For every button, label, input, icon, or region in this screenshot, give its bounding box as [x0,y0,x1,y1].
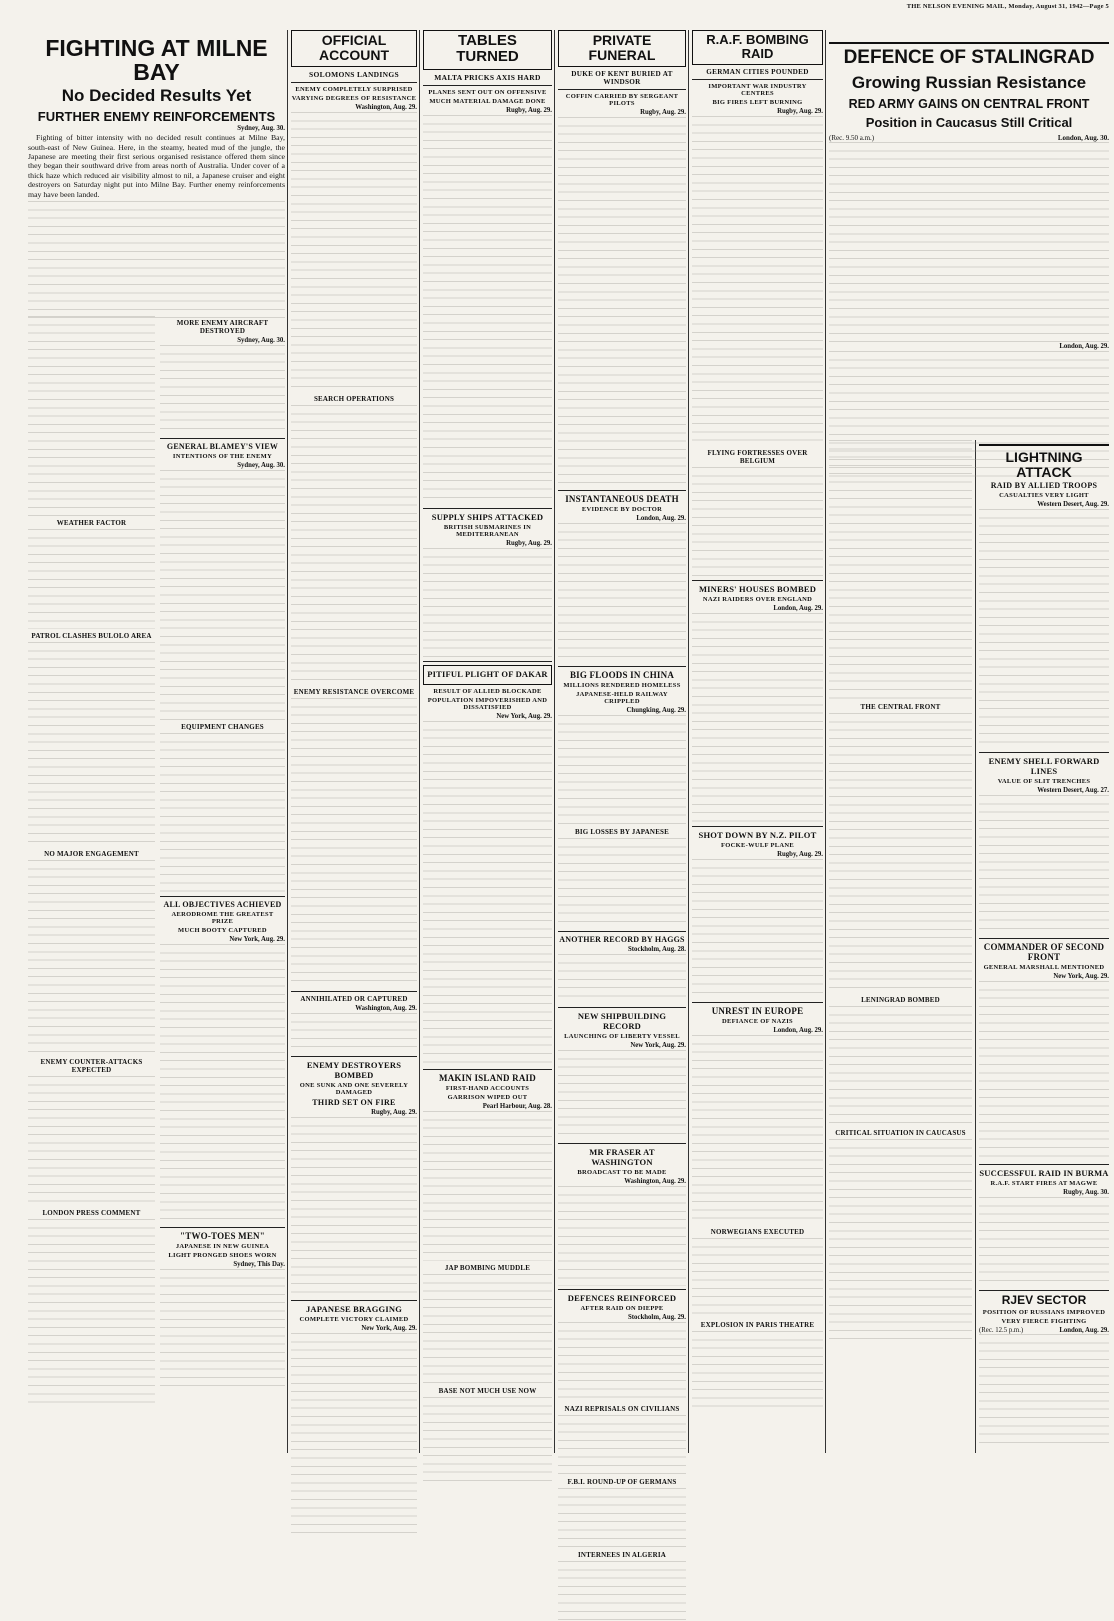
folio: THE NELSON EVENING MAIL, Monday, August 31, 1942—Page 5 [906,3,1109,10]
rjev-time: (Rec. 12.5 p.m.) [979,1326,1024,1334]
makin-dateline: Pearl Harbour, Aug. 28. [482,1102,552,1110]
column-rule [554,30,555,1453]
stalingrad-headline: DEFENCE OF STALINGRAD [843,47,1095,68]
text-block [692,467,823,577]
instantaneous-dateline: London, Aug. 29. [636,515,686,523]
bragging-headline: JAPANESE BRAGGING [305,1304,403,1315]
shipbuilding-dateline: New York, Aug. 29. [630,1042,686,1050]
rjev-headline: RJEV SECTOR [1001,1293,1087,1308]
jap-bombing-heading: JAP BOMBING MUDDLE [444,1263,531,1272]
column-rule [287,30,288,1453]
norwegians-heading: NORWEGIANS EXECUTED [710,1228,805,1237]
raf-column [692,30,823,1453]
funeral-dateline: Rugby, Aug. 29. [640,109,686,117]
magwe-sub: R.A.F. START FIRES AT MAGWE [990,1180,1098,1188]
makin-sub2: GARRISON WIPED OUT [447,1093,528,1101]
london-press-heading: LONDON PRESS COMMENT [42,1209,141,1217]
two-toes-headline: "TWO-TOES MEN" [180,1231,265,1241]
milne-bay-dateline: Sydney, Aug. 30. [237,125,285,133]
aircraft-dateline: Sydney, Aug. 30. [237,337,285,344]
objectives-sub: AERODROME THE GREATEST PRIZE [171,911,274,925]
text-block [979,509,1109,749]
search-operations-heading: SEARCH OPERATIONS [313,395,395,404]
private-funeral-column [558,30,686,1560]
unrest-headline: UNREST IN EUROPE [711,1006,804,1017]
milne-bay-headline: FIGHTING AT MILNE BAY [45,35,268,86]
rjev-sub: POSITION OF RUSSIANS IMPROVED [982,1308,1106,1316]
caucasus-heading: CRITICAL SITUATION IN CAUCASUS [835,1129,966,1137]
text-block [28,642,155,847]
text-block [558,1186,686,1286]
lightning-sub: RAID BY ALLIED TROOPS [990,481,1098,491]
unrest-dateline: London, Aug. 29. [773,1027,823,1035]
equipment-heading: EQUIPMENT CHANGES [181,723,264,731]
text-block [558,838,686,928]
text-block [160,1269,285,1389]
objectives-headline: ALL OBJECTIVES ACHIEVED [163,900,282,909]
lightning-headline: LIGHTNING ATTACK [1005,449,1083,480]
lightning-column [979,440,1109,1453]
blamey-headline: GENERAL BLAMEY'S VIEW [166,442,279,451]
text-block [558,1488,686,1548]
magwe-dateline: Rugby, Aug. 30. [1063,1189,1109,1197]
dakar-dateline: New York, Aug. 29. [496,712,552,720]
text-block [692,1238,823,1318]
text-block [291,1333,417,1533]
text-block [692,116,823,446]
milne-bay-subhead2: FURTHER ENEMY REINFORCEMENTS [37,108,276,124]
blamey-dateline: Sydney, Aug. 30. [237,462,285,469]
rjev-dateline: London, Aug. 29. [1059,1326,1109,1334]
annihilated-headline: ANNIHILATED OR CAPTURED [300,995,408,1004]
enemy-shell-dateline: Western Desert, Aug. 27. [1037,787,1109,795]
funeral-kicker: COFFIN CARRIED BY SERGEANT PILOTS [565,93,679,108]
official-headline: OFFICIAL ACCOUNT [319,32,389,63]
objectives-sub2: MUCH BOOTY CAPTURED [178,927,267,934]
text-block [829,440,972,700]
dakar-sub2: POPULATION IMPOVERISHED AND DISSATISFIED [427,696,548,711]
flying-fortresses-heading: FLYING FORTRESSES OVER BELGIUM [707,449,808,466]
column-rule [825,30,826,1453]
text-block [829,142,1109,342]
fraser-sub: BROADCAST TO BE MADE [577,1169,667,1177]
milne-bay-subhead: No Decided Results Yet [61,86,252,106]
china-headline: BIG FLOODS IN CHINA [569,670,675,681]
china-sub: MILLIONS RENDERED HOMELESS [563,682,681,690]
text-block [692,613,823,823]
raf-headline: R.A.F. BOMBING RAID [706,32,809,61]
text-block [423,548,552,658]
text-block [423,115,552,505]
raf-sub: GERMAN CITIES POUNDED [706,68,809,77]
supply-dateline: Rugby, Aug. 29. [506,539,552,547]
base-not-much-heading: BASE NOT MUCH USE NOW [438,1386,537,1395]
stalingrad-subhead: Growing Russian Resistance [851,72,1087,92]
china-sub2: JAPANESE-HELD RAILWAY CRIPPLED [576,691,668,706]
text-block [829,1006,972,1126]
text-block [423,1274,552,1384]
internees-heading: INTERNEES IN ALGERIA [577,1551,667,1560]
official-kicker2: VARYING DEGREES OF RESISTANCE [291,95,417,103]
text-block [979,795,1109,935]
text-block [558,1322,686,1402]
rjev-sub2: VERY FIERCE FIGHTING [1001,1317,1087,1325]
stalingrad-dateline: London, Aug. 30. [1057,133,1109,142]
text-block [160,944,285,1224]
shot-down-dateline: Rugby, Aug. 29. [777,851,823,859]
text-block [558,523,686,663]
destroyers-sub: ONE SUNK AND ONE SEVERELY DAMAGED [299,1082,409,1097]
text-block [28,529,155,629]
tables-turned-kicker: PLANES SENT OUT ON OFFENSIVE [428,88,547,96]
text-block [558,1415,686,1475]
official-kicker: ENEMY COMPLETELY SURPRISED [295,86,413,94]
tables-turned-sub: MALTA PRICKS AXIS HARD [434,72,541,82]
text-block [979,1334,1109,1444]
text-block [829,713,972,993]
miners-dateline: London, Aug. 29. [773,605,823,613]
dieppe-headline: DEFENCES REINFORCED [567,1293,677,1304]
funeral-box [558,30,686,67]
inner-column-2 [160,316,285,1453]
funeral-sub: DUKE OF KENT BURIED AT WINDSOR [571,70,673,87]
enemy-shell-headline: ENEMY SHELL FORWARD LINES [988,756,1100,777]
text-block [28,1219,155,1409]
unrest-sub: DEFIANCE OF NAZIS [722,1018,793,1026]
paris-explosion-heading: EXPLOSION IN PARIS THEATRE [700,1321,815,1330]
lightning-dateline: Western Desert, Aug. 29. [1037,501,1109,509]
column-rule [688,30,689,1453]
raf-kicker2: BIG FIRES LEFT BURNING [712,99,803,107]
text-block [291,112,417,392]
no-major-engagement-heading: NO MAJOR ENGAGEMENT [44,850,139,858]
text-block [160,345,285,435]
miners-headline: MINERS' HOUSES BOMBED [698,584,817,595]
supply-headline: SUPPLY SHIPS ATTACKED [431,511,544,522]
tables-turned-dateline: Rugby, Aug. 29. [506,106,552,114]
lightning-sub2: CASUALTIES VERY LIGHT [999,492,1089,500]
nazi-reprisals-heading: NAZI REPRISALS ON CIVILIANS [564,1405,680,1414]
text-block [28,201,285,321]
counter-attacks-heading: ENEMY COUNTER-ATTACKS EXPECTED [40,1058,143,1074]
raf-dateline: Rugby, Aug. 29. [777,108,823,116]
tables-turned-column [423,30,552,1453]
text-block [829,1139,972,1339]
shipbuilding-headline: NEW SHIPBUILDING RECORD [577,1011,667,1032]
bragging-sub: COMPLETE VICTORY CLAIMED [299,1316,409,1324]
supply-sub: BRITISH SUBMARINES IN MEDITERRANEAN [443,523,532,538]
enemy-resistance-heading: ENEMY RESISTANCE OVERCOME [293,688,415,697]
big-losses-heading: BIG LOSSES BY JAPANESE [574,828,670,837]
milne-bay-lead: Fighting of bitter intensity with no decided result continues at Milne Bay, south-east of New Guinea. Here, in the steamy, heated mud of the jungle, the Japanese are meeting their first serious organised resistance offered them since they began their southward drive from areas north of Australia. Under cover of a thick haze which reduced air visibility almost to nil, a Japanese cruiser and eight destroyers on Saturday night put into Milne Bay. Further enemy reinforcements may have been landed. [28,133,285,199]
two-toes-dateline: Sydney, This Day. [233,1261,285,1268]
text-block [423,1111,552,1261]
two-toes-sub2: LIGHT PRONGED SHOES WORN [168,1252,277,1259]
central-front-heading: THE CENTRAL FRONT [860,703,941,711]
text-block [558,715,686,825]
instantaneous-headline: INSTANTANEOUS DEATH [565,494,679,505]
dieppe-sub: AFTER RAID ON DIEPPE [580,1305,664,1313]
destroyers-headline: ENEMY DESTROYERS BOMBED [306,1060,402,1081]
dakar-sub: RESULT OF ALLIED BLOCKADE [433,687,542,695]
text-block [558,954,686,1004]
stalingrad-subhead2: RED ARMY GAINS ON CENTRAL FRONT [848,96,1090,111]
text-block [291,698,417,988]
makin-headline: MAKIN ISLAND RAID [439,1072,536,1083]
instantaneous-sub: EVIDENCE BY DOCTOR [581,506,663,514]
commander-headline: COMMANDER OF SECOND FRONT [983,942,1105,963]
text-block [160,470,285,720]
two-toes-sub: JAPANESE IN NEW GUINEA [175,1243,270,1250]
raf-kicker: IMPORTANT WAR INDUSTRY CENTRES [708,83,807,98]
column-rule [419,30,420,1453]
text-block [558,1561,686,1621]
text-block [979,1197,1109,1287]
official-headline-box [291,30,417,67]
dakar-box [423,665,552,685]
text-block [692,1331,823,1411]
miners-sub: NAZI RAIDERS OVER ENGLAND [702,596,813,604]
commander-sub: GENERAL MARSHALL MENTIONED [983,964,1105,972]
text-block [558,117,686,487]
fraser-headline: MR FRASER AT WASHINGTON [589,1147,655,1168]
text-block [291,1117,417,1297]
text-block [423,1397,552,1487]
magwe-headline: SUCCESSFUL RAID IN BURMA [979,1168,1109,1179]
patrol-clashes-heading: PATROL CLASHES BULOLO AREA [31,632,152,640]
tables-turned-box [423,30,552,70]
leningrad-heading: LENINGRAD BOMBED [861,996,940,1004]
stalingrad-dateline2: London, Aug. 29. [1059,342,1109,350]
bragging-dateline: New York, Aug. 29. [361,1325,417,1333]
destroyers-sub2: THIRD SET ON FIRE [312,1098,396,1108]
text-block [692,859,823,999]
text-block [291,405,417,685]
tables-turned-headline: TABLES TURNED [456,32,519,65]
weather-factor-heading: WEATHER FACTOR [56,519,127,527]
stalingrad-time: (Rec. 9.50 a.m.) [829,133,875,142]
aircraft-headline: MORE ENEMY AIRCRAFT DESTROYED [176,319,269,335]
raf-box [692,30,823,65]
official-sub: SOLOMONS LANDINGS [309,70,399,80]
fraser-dateline: Washington, Aug. 29. [624,1178,686,1186]
blamey-sub: INTENTIONS OF THE ENEMY [172,453,273,460]
stalingrad-subhead3: Position in Caucasus Still Critical [865,115,1073,131]
tables-turned-kicker2: MUCH MATERIAL DAMAGE DONE [429,97,546,105]
annihilated-dateline: Washington, Aug. 29. [355,1005,417,1013]
shot-down-headline: SHOT DOWN BY N.Z. PILOT [698,830,817,841]
enemy-shell-sub: VALUE OF SLIT TRENCHES [997,778,1091,786]
destroyers-dateline: Rugby, Aug. 29. [371,1109,417,1117]
stalingrad-continued [829,440,972,1453]
text-block [692,1035,823,1225]
text-block [423,721,552,1066]
makin-sub: FIRST-HAND ACCOUNTS [445,1084,530,1092]
text-block [160,733,285,893]
fbi-heading: F.B.I. ROUND-UP OF GERMANS [567,1478,677,1487]
text-block [979,981,1109,1161]
text-block [291,1013,417,1053]
milne-bay-continued [28,316,155,1453]
china-dateline: Chungking, Aug. 29. [626,707,686,715]
commander-dateline: New York, Aug. 29. [1053,973,1109,981]
text-block [28,316,155,516]
official-account-column [291,30,417,1453]
shot-down-sub: FOCKE-WULF PLANE [721,842,794,850]
funeral-headline: PRIVATE FUNERAL [588,32,656,63]
official-dateline: Washington, Aug. 29. [355,104,417,112]
another-record-headline: ANOTHER RECORD BY HAGGS [559,935,685,945]
text-block [28,860,155,1055]
text-block [28,1076,155,1206]
text-block [558,1050,686,1140]
shipbuilding-sub: LAUNCHING OF LIBERTY VESSEL [564,1033,680,1041]
another-record-dateline: Stockholm, Aug. 28. [628,946,686,954]
dieppe-dateline: Stockholm, Aug. 29. [628,1314,686,1322]
objectives-dateline: New York, Aug. 29. [229,936,285,943]
dakar-headline: PITIFUL PLIGHT OF DAKAR [427,668,548,679]
